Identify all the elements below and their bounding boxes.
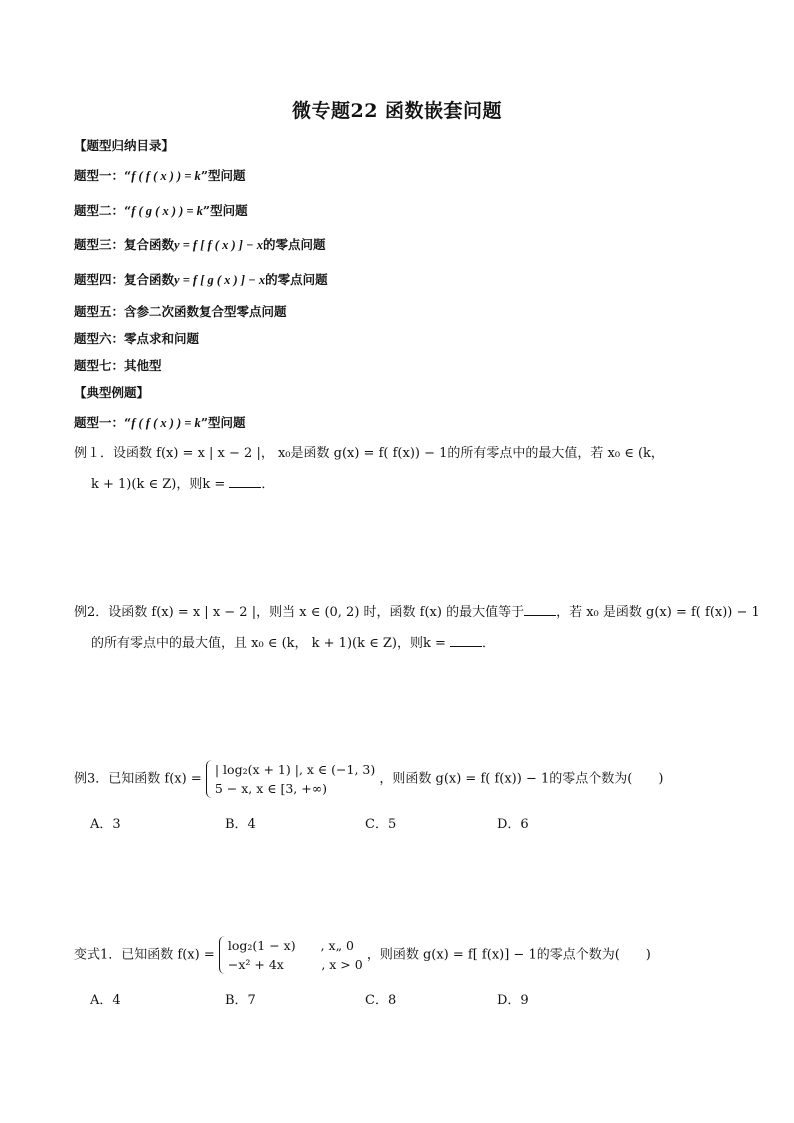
example-2 [74, 597, 760, 659]
option-c: C．5 [365, 817, 397, 832]
example-2-line-1: 例2．设函数 f(x) = x | x − 2 |，则当 x ∈ (0, 2) 时，函数 f(x) 的最大值等于 ，若 x₀ 是函数 g(x) = f( f(x)) − 1 [74, 605, 760, 620]
toc-header: 【题型归纳目录】 [74, 138, 175, 153]
toc-item-4: 题型四：复合函数y = f [ g ( x ) ] − x的零点问题 [74, 272, 328, 287]
toc-item-5: 题型五：含参二次函数复合型零点问题 [74, 304, 287, 319]
variant-1: 变式1．已知函数 f(x) = log₂(1 − x) , x„ 0 −x² + 4x , x > 0 ，则函数 g(x) = f[ f(x)] − 1的零点个数为( ) [74, 938, 651, 972]
answer-blank [229, 476, 261, 488]
brace-icon [206, 760, 215, 798]
option-a: A．4 [90, 993, 121, 1008]
option-d: D．6 [497, 817, 529, 832]
toc-item-6: 题型六：零点求和问题 [74, 331, 200, 346]
toc-item-3: 题型三：复合函数y = f [ f ( x ) ] − x的零点问题 [74, 237, 326, 252]
toc-item-2: 题型二：“f ( g ( x ) ) = k”型问题 [74, 203, 248, 218]
option-b: B．7 [225, 993, 256, 1008]
example-2-line-2: 的所有零点中的最大值，且 x₀ ∈ (k， k + 1)(k ∈ Z)，则k = ． [91, 636, 496, 651]
answer-blank [450, 635, 482, 647]
brace-icon [219, 936, 228, 974]
example-1-line-2: k + 1)(k ∈ Z)，则k = ． [91, 477, 275, 492]
page-title: 微专题22 函数嵌套问题 [291, 100, 503, 122]
example-1-line-1: 例１．设函数 f(x) = x | x − 2 |， x₀是函数 g(x) = f( f(x)) − 1的所有零点中的最大值，若 x₀ ∈ (k， [74, 446, 664, 461]
answer-blank [524, 604, 556, 616]
examples-header: 【典型例题】 [74, 385, 150, 400]
example-1 [74, 438, 724, 500]
option-b: B．4 [225, 817, 256, 832]
option-a: A．3 [90, 817, 121, 832]
piecewise-function: log₂(1 − x) , x„ 0 −x² + 4x , x > 0 [219, 936, 363, 974]
option-d: D．9 [497, 993, 529, 1008]
toc-item-1: 题型一：“f ( f ( x ) ) = k”型问题 [74, 168, 246, 183]
section-heading-1: 题型一：“f ( f ( x ) ) = k”型问题 [74, 415, 246, 430]
piecewise-function: | log₂(x + 1) |, x ∈ (−1, 3) 5 − x, x ∈ [3, +∞) [206, 760, 375, 798]
option-c: C．8 [365, 993, 397, 1008]
example-3: 例3．已知函数 f(x) = | log₂(x + 1) |, x ∈ (−1, 3) 5 − x, x ∈ [3, +∞) ，则函数 g(x) = f( f(x)) − 1的零点个数为( ) [74, 762, 664, 796]
toc-item-7: 题型七：其他型 [74, 358, 162, 373]
